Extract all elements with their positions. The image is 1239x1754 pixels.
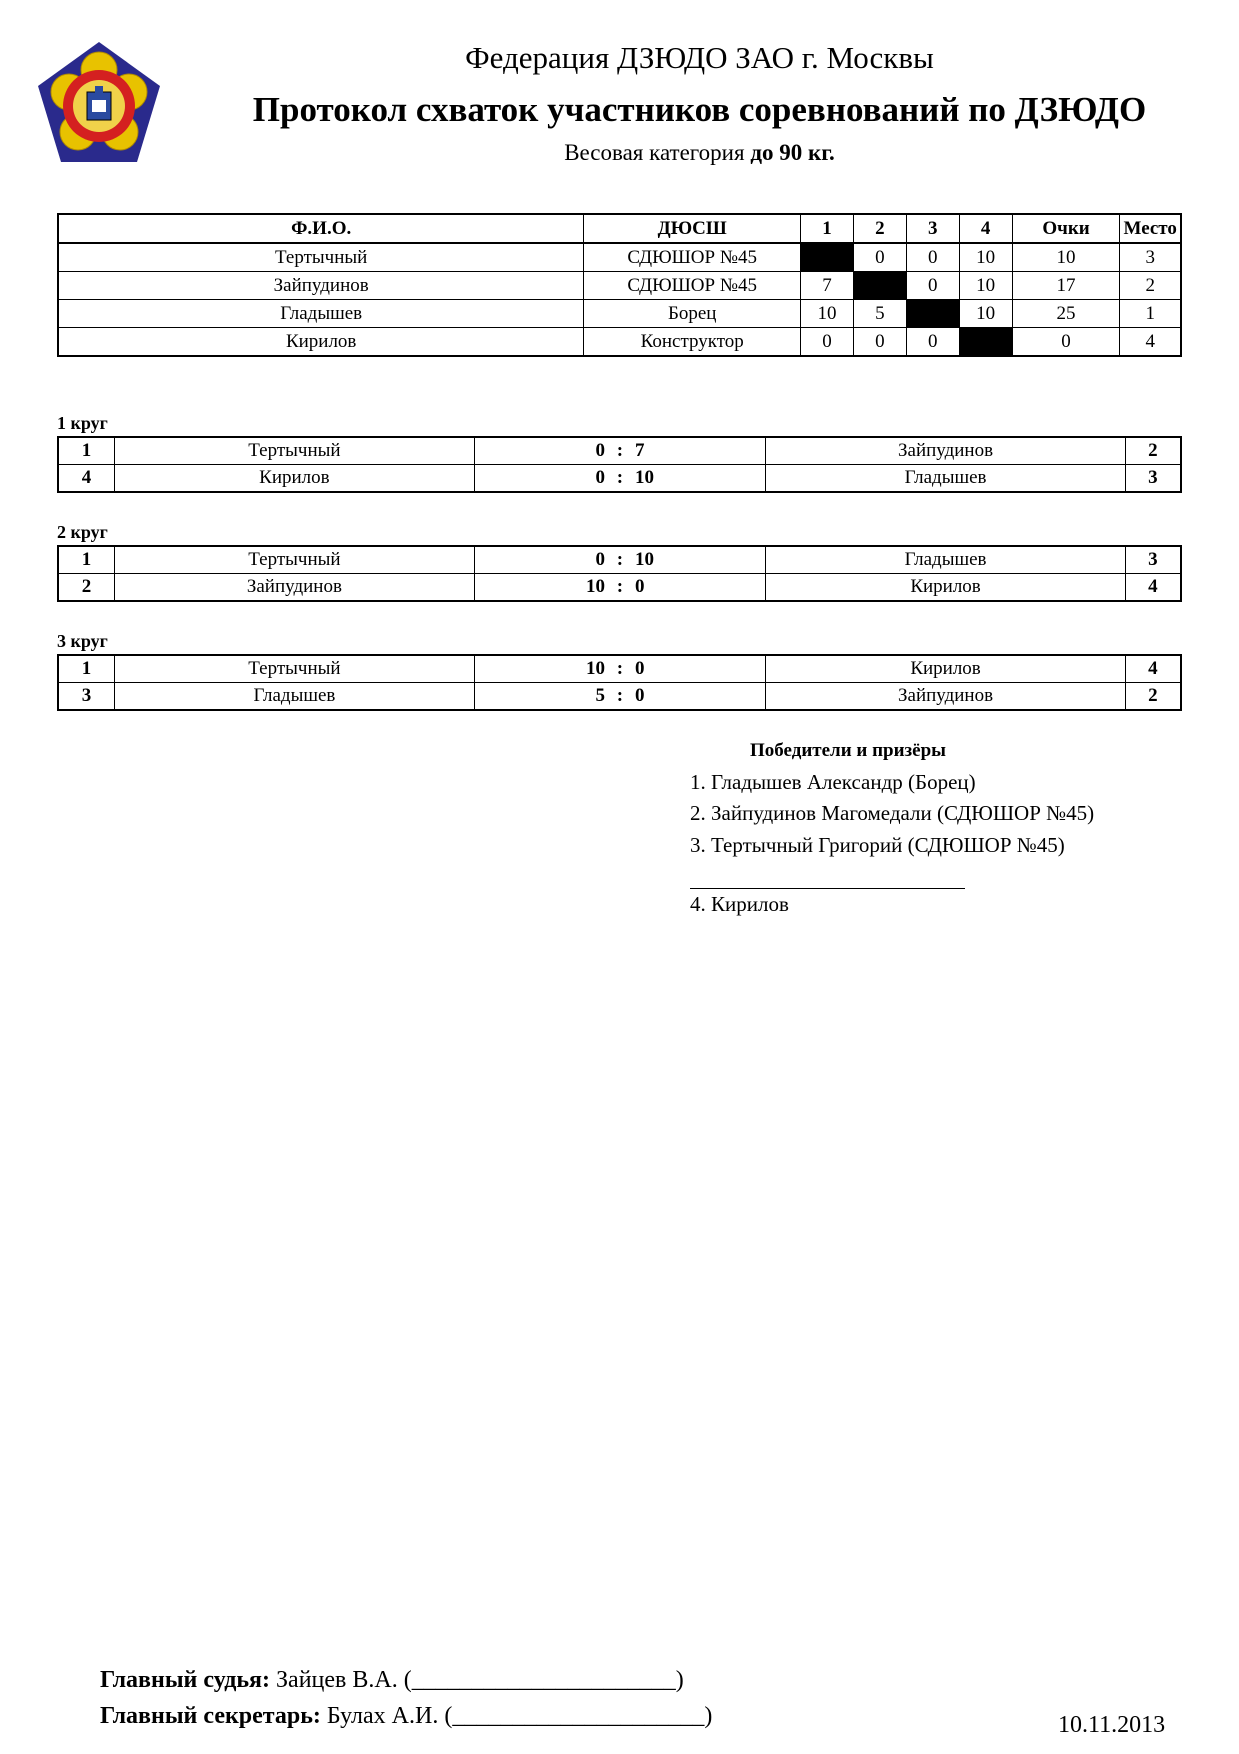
score-left: 0: [595, 549, 605, 570]
score-left: 10: [585, 658, 605, 679]
bout-player-left: Тертычный: [115, 655, 475, 683]
score-right: 0: [634, 576, 645, 597]
self-cell: [959, 328, 1012, 357]
bout-row: [58, 683, 1181, 711]
bout-player-left: Тертычный: [115, 437, 475, 465]
bout-player-left: Тертычный: [115, 546, 475, 574]
participant-name: Кирилов: [58, 328, 584, 357]
bout-score: [474, 465, 766, 493]
score-sep: :: [616, 658, 624, 679]
round-1-label: 1 круг: [57, 413, 108, 433]
bout-row: [58, 574, 1181, 602]
score-right: 10: [634, 549, 654, 570]
weight-category-label: Весовая категория: [564, 140, 745, 165]
col-header-2: 2: [853, 214, 906, 243]
bout-player-right: Зайпудинов: [766, 437, 1126, 465]
chief-secretary-label: Главный секретарь:: [100, 1703, 321, 1729]
place-cell: 1: [1120, 300, 1181, 328]
round-3-table: [57, 654, 1182, 711]
place-cell: 4: [1120, 328, 1181, 357]
chief-judge-name: Зайцев В.А. (______________________): [276, 1667, 684, 1693]
document-title: Протокол схваток участников соревнований по ДЗЮДО: [252, 90, 1147, 129]
bout-player-right: Кирилов: [766, 574, 1126, 602]
bout-number-left: 3: [58, 683, 115, 711]
score-right: 0: [634, 685, 645, 706]
result-cell: 5: [853, 300, 906, 328]
bout-number-left: 1: [58, 655, 115, 683]
weight-category: [80, 140, 1239, 166]
place-cell: 3: [1120, 243, 1181, 272]
winner-item: 2. Зайпудинов Магомедали (СДЮШОР №45): [690, 801, 1095, 825]
chief-judge-label: Главный судья:: [100, 1667, 271, 1693]
result-cell: 0: [853, 243, 906, 272]
participant-school: Борец: [584, 300, 801, 328]
table-row: [58, 272, 1181, 300]
score-left: 5: [595, 685, 605, 706]
bout-player-left: Гладышев: [115, 683, 475, 711]
weight-category-value: до 90 кг.: [750, 140, 835, 165]
chief-judge-line: [100, 1667, 684, 1694]
bout-row: [58, 437, 1181, 465]
winner-item: 3. Тертычный Григорий (СДЮШОР №45): [690, 833, 1065, 857]
points-cell: 0: [1012, 328, 1120, 357]
bout-number-right: 4: [1125, 655, 1181, 683]
bout-score: [474, 546, 766, 574]
score-sep: :: [616, 467, 624, 488]
result-cell: 10: [959, 243, 1012, 272]
result-cell: 10: [959, 272, 1012, 300]
points-cell: 17: [1012, 272, 1120, 300]
table-row: [58, 328, 1181, 357]
col-header-place: Место: [1120, 214, 1181, 243]
result-cell: 0: [906, 328, 959, 357]
round-2-table: [57, 545, 1182, 602]
score-right: 7: [634, 440, 645, 461]
score-left: 0: [595, 440, 605, 461]
round-2-label: 2 круг: [57, 522, 108, 542]
points-cell: 10: [1012, 243, 1120, 272]
result-cell: 0: [906, 243, 959, 272]
participant-school: СДЮШОР №45: [584, 272, 801, 300]
score-sep: :: [616, 685, 624, 706]
winners-title: Победители и призёры: [750, 740, 947, 761]
col-header-1: 1: [801, 214, 854, 243]
result-cell: 0: [853, 328, 906, 357]
col-header-3: 3: [906, 214, 959, 243]
bout-player-right: Зайпудинов: [766, 683, 1126, 711]
place-cell: 2: [1120, 272, 1181, 300]
score-sep: :: [616, 549, 624, 570]
col-header-points: Очки: [1012, 214, 1120, 243]
bout-number-right: 4: [1125, 574, 1181, 602]
bout-number-left: 2: [58, 574, 115, 602]
bout-number-left: 1: [58, 437, 115, 465]
result-cell: 0: [801, 328, 854, 357]
bout-player-right: Кирилов: [766, 655, 1126, 683]
score-sep: :: [616, 576, 624, 597]
col-header-4: 4: [959, 214, 1012, 243]
bout-row: [58, 465, 1181, 493]
bout-score: [474, 437, 766, 465]
bout-score: [474, 574, 766, 602]
score-left: 0: [595, 467, 605, 488]
bout-number-left: 1: [58, 546, 115, 574]
bout-player-left: Зайпудинов: [115, 574, 475, 602]
bout-number-right: 2: [1125, 437, 1181, 465]
chief-secretary-line: [100, 1703, 712, 1730]
bout-number-right: 3: [1125, 546, 1181, 574]
bout-score: [474, 683, 766, 711]
standings-header-row: [58, 214, 1181, 243]
participant-name: Гладышев: [58, 300, 584, 328]
table-row: [58, 243, 1181, 272]
col-header-name: Ф.И.О.: [58, 214, 584, 243]
bout-number-right: 3: [1125, 465, 1181, 493]
bout-number-right: 2: [1125, 683, 1181, 711]
result-cell: 10: [959, 300, 1012, 328]
score-left: 10: [585, 576, 605, 597]
bout-player-left: Кирилов: [115, 465, 475, 493]
round-1-table: [57, 436, 1182, 493]
self-cell: [906, 300, 959, 328]
participant-name: Зайпудинов: [58, 272, 584, 300]
bout-row: [58, 655, 1181, 683]
points-cell: 25: [1012, 300, 1120, 328]
self-cell: [853, 272, 906, 300]
participant-name: Тертычный: [58, 243, 584, 272]
score-right: 10: [634, 467, 654, 488]
chief-secretary-name: Булах А.И. (_____________________): [326, 1703, 713, 1729]
winner-item: 1. Гладышев Александр (Борец): [690, 770, 976, 794]
table-row: [58, 300, 1181, 328]
participant-school: СДЮШОР №45: [584, 243, 801, 272]
winners-divider: [690, 888, 965, 889]
document-date: 10.11.2013: [1058, 1712, 1166, 1738]
winner-item: 4. Кирилов: [690, 892, 789, 916]
result-cell: 0: [906, 272, 959, 300]
self-cell: [801, 243, 854, 272]
result-cell: 7: [801, 272, 854, 300]
col-header-school: ДЮСШ: [584, 214, 801, 243]
bout-number-left: 4: [58, 465, 115, 493]
score-sep: :: [616, 440, 624, 461]
round-3-label: 3 круг: [57, 631, 108, 651]
bout-player-right: Гладышев: [766, 465, 1126, 493]
result-cell: 10: [801, 300, 854, 328]
bout-row: [58, 546, 1181, 574]
bout-player-right: Гладышев: [766, 546, 1126, 574]
federation-name: Федерация ДЗЮДО ЗАО г. Москвы: [465, 40, 934, 75]
score-right: 0: [634, 658, 645, 679]
participant-school: Конструктор: [584, 328, 801, 357]
bout-score: [474, 655, 766, 683]
standings-table: [57, 213, 1182, 357]
